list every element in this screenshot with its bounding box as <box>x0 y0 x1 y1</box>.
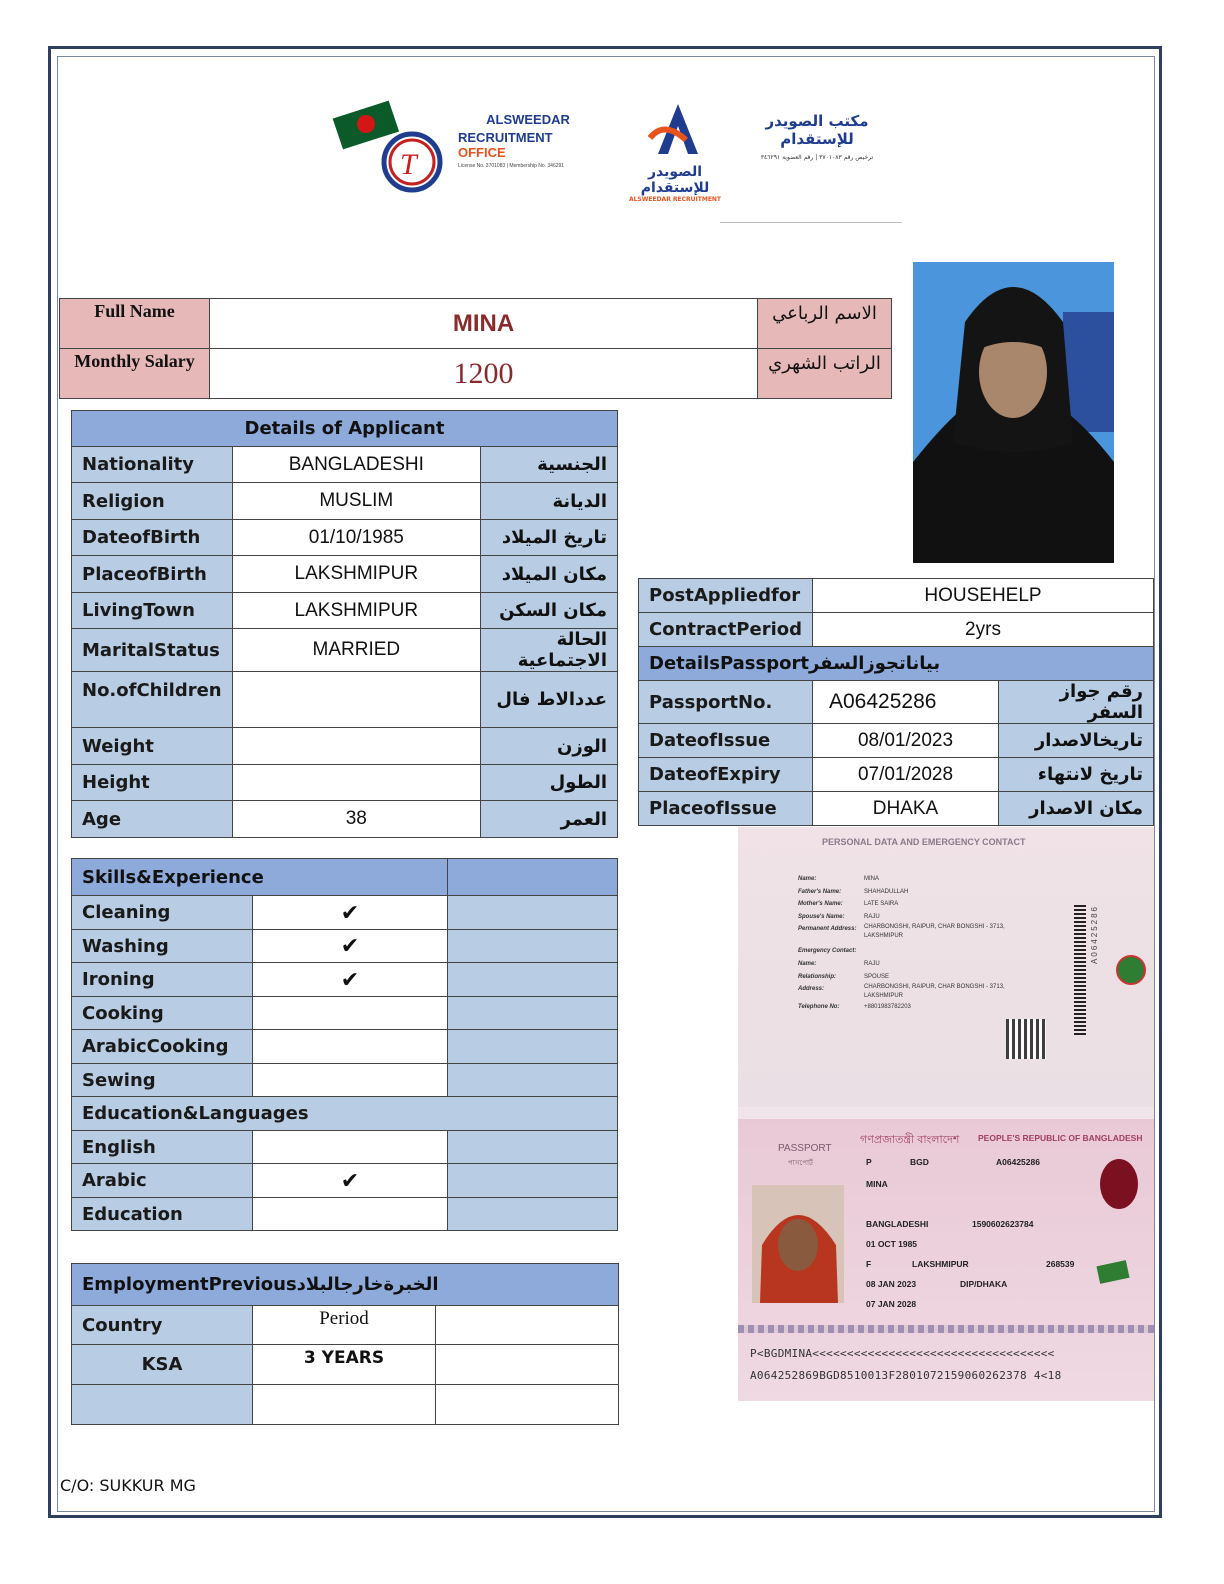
table-row: DateofExpiry 07/01/2028 تاريخ لانتهاء <box>639 758 1154 792</box>
table-row: Weight الوزن <box>72 728 618 765</box>
applicant-details-title: Details of Applicant <box>72 411 618 447</box>
table-row: English <box>72 1131 618 1164</box>
table-row: KSA 3 YEARS <box>72 1345 619 1385</box>
table-row: Age 38 العمر <box>72 801 618 838</box>
applicant-photo <box>913 262 1114 563</box>
flag-hologram-icon <box>1096 1260 1129 1284</box>
country-header: Country <box>72 1306 253 1345</box>
check-icon: ✔ <box>253 963 448 997</box>
table-row: Ironing ✔ <box>72 963 618 997</box>
mrz-line-1: P<BGDMINA<<<<<<<<<<<<<<<<<<<<<<<<<<<<<<<<<<< <box>750 1347 1055 1360</box>
table-row: Sewing <box>72 1064 618 1097</box>
monthly-salary-value: 1200 <box>210 349 758 399</box>
table-row: Height الطول <box>72 765 618 801</box>
table-row: Religion MUSLIM الديانة <box>72 483 618 520</box>
contract-period-value: 2yrs <box>813 613 1154 647</box>
table-row: Washing ✔ <box>72 930 618 963</box>
passport-details-title: DetailsPassportبياناتجوزالسفر <box>639 647 1154 681</box>
passport-scan <box>738 827 1154 1401</box>
mrz-line-2: A064252869BGD8510013F2801072159060262378 4<18 <box>750 1369 1062 1382</box>
passport-bio-page: PASSPORT পাসপোর্ট গণপ্রজাতন্ত্রী বাংলাদেশ PEOPLE'S REPUBLIC OF BANGLADESH P BGD A06425286 MINA BANGLADESHI 1590602623784 01 OCT 1985 F LAKSHMIPUR 268539 08 JAN 2023 DIP/DHAKA 07 JAN 2028 P<BGDMINA<<<<<<<<<<<<<<<<<<<<<<<<<<<<<<<<<<< A064252869BGD8510013F2801072159060262378 4<18 <box>738 1119 1154 1401</box>
check-icon: ✔ <box>253 1164 448 1198</box>
table-row: LivingTown LAKSHMIPUR مكان السكن <box>72 593 618 629</box>
applicant-details-table <box>71 410 618 838</box>
post-applied-label: PostAppliedfor <box>639 579 813 613</box>
check-icon: ✔ <box>253 930 448 963</box>
alsweedar-center-logo: الصويدر للإستقدام ALSWEEDAR RECRUITMENT <box>620 100 730 200</box>
alsweedar-en-logo: ALSWEEDAR RECRUITMENT OFFICE License No. 3701083 | Membership No. 346291 <box>458 112 570 169</box>
care-of-text: C/O: SUKKUR MG <box>60 1476 196 1495</box>
barcode-icon <box>1074 905 1086 1035</box>
table-row: PlaceofBirth LAKSHMIPUR مكان الميلاد <box>72 556 618 593</box>
education-languages-title: Education&Languages <box>72 1097 618 1131</box>
chip-emblem-icon <box>1100 1159 1138 1209</box>
contract-period-label: ContractPeriod <box>639 613 813 647</box>
table-row: PlaceofIssue DHAKA مكان الاصدار <box>639 792 1154 826</box>
post-passport-table <box>638 578 1154 826</box>
table-row: ArabicCooking <box>72 1030 618 1064</box>
skills-table <box>71 858 618 1231</box>
table-row: Cleaning ✔ <box>72 896 618 930</box>
table-row: DateofIssue 08/01/2023 تاريخالاصدار <box>639 724 1154 758</box>
table-row: Arabic ✔ <box>72 1164 618 1198</box>
period-header: Period <box>253 1306 436 1345</box>
employment-table <box>71 1263 619 1425</box>
alsweedar-ar-logo: مكتب الصويدر للإستقدام ترخيص رقم ٣٧٠١٠٨٣ | رقم العضوية ٣٤٦٢٩١ <box>760 112 874 161</box>
bd-emblem-icon <box>1116 955 1146 985</box>
skills-title: Skills&Experience <box>72 859 448 896</box>
table-row <box>72 1385 619 1425</box>
security-strip <box>738 1325 1154 1333</box>
table-row: Cooking <box>72 997 618 1030</box>
full-name-ar: الاسم الرباعي <box>758 299 892 349</box>
table-row: DateofBirth 01/10/1985 تاريخ الميلاد <box>72 520 618 556</box>
monthly-salary-label: Monthly Salary <box>60 349 210 399</box>
full-name-value: MINA <box>210 299 758 349</box>
name-salary-table <box>59 298 892 399</box>
passport-data-page: PERSONAL DATA AND EMERGENCY CONTACT Name: MINA Father's Name: SHAHADULLAH Mother's Name: LATE SAIRA Spouse's Name: RAJU Permanent Address: CHARBONGSHI, RAIPUR, CHAR BONGSHI - 3713, LAKSHMIPUR Emergency Contact: Name: RAJU Relationship: SPOUSE Address: CHARBONGSHI, RAIPUR, CHAR BONGSHI - 3713, LAKSHMIPUR Telephone No: +8801983782203 A06425286 <box>738 827 1154 1107</box>
table-row: PassportNo. A06425286 رقم جواز السفر <box>639 681 1154 724</box>
bangladesh-flag-logo <box>330 96 450 206</box>
monthly-salary-ar: الراتب الشهري <box>758 349 892 399</box>
header-divider <box>720 222 902 223</box>
post-applied-value: HOUSEHELP <box>813 579 1154 613</box>
passport-personal-fields: Name: MINA Father's Name: SHAHADULLAH Mother's Name: LATE SAIRA Spouse's Name: RAJU Permanent Address: CHARBONGSHI, RAIPUR, CHAR BONGSHI - 3713, LAKSHMIPUR Emergency Contact: Name: RAJU Relationship: SPOUSE Address: CHARBONGSHI, RAIPUR, CHAR BONGSHI - 3713, LAKSHMIPUR Telephone No: +8801983782203 <box>798 876 1005 1011</box>
qr-code-icon <box>1006 1019 1046 1059</box>
full-name-label: Full Name <box>60 299 210 349</box>
passport-photo <box>752 1185 844 1303</box>
table-row: MaritalStatus MARRIED الحالة الاجتماعية <box>72 629 618 672</box>
table-row: No.ofChildren عددالاط فال <box>72 672 618 728</box>
table-row: Education <box>72 1198 618 1231</box>
check-icon: ✔ <box>253 896 448 930</box>
employment-title: EmploymentPreviousالخبرةخارجالبلاد <box>72 1264 619 1306</box>
table-row: Nationality BANGLADESHI الجنسية <box>72 447 618 483</box>
svg-text:T: T <box>400 148 417 181</box>
